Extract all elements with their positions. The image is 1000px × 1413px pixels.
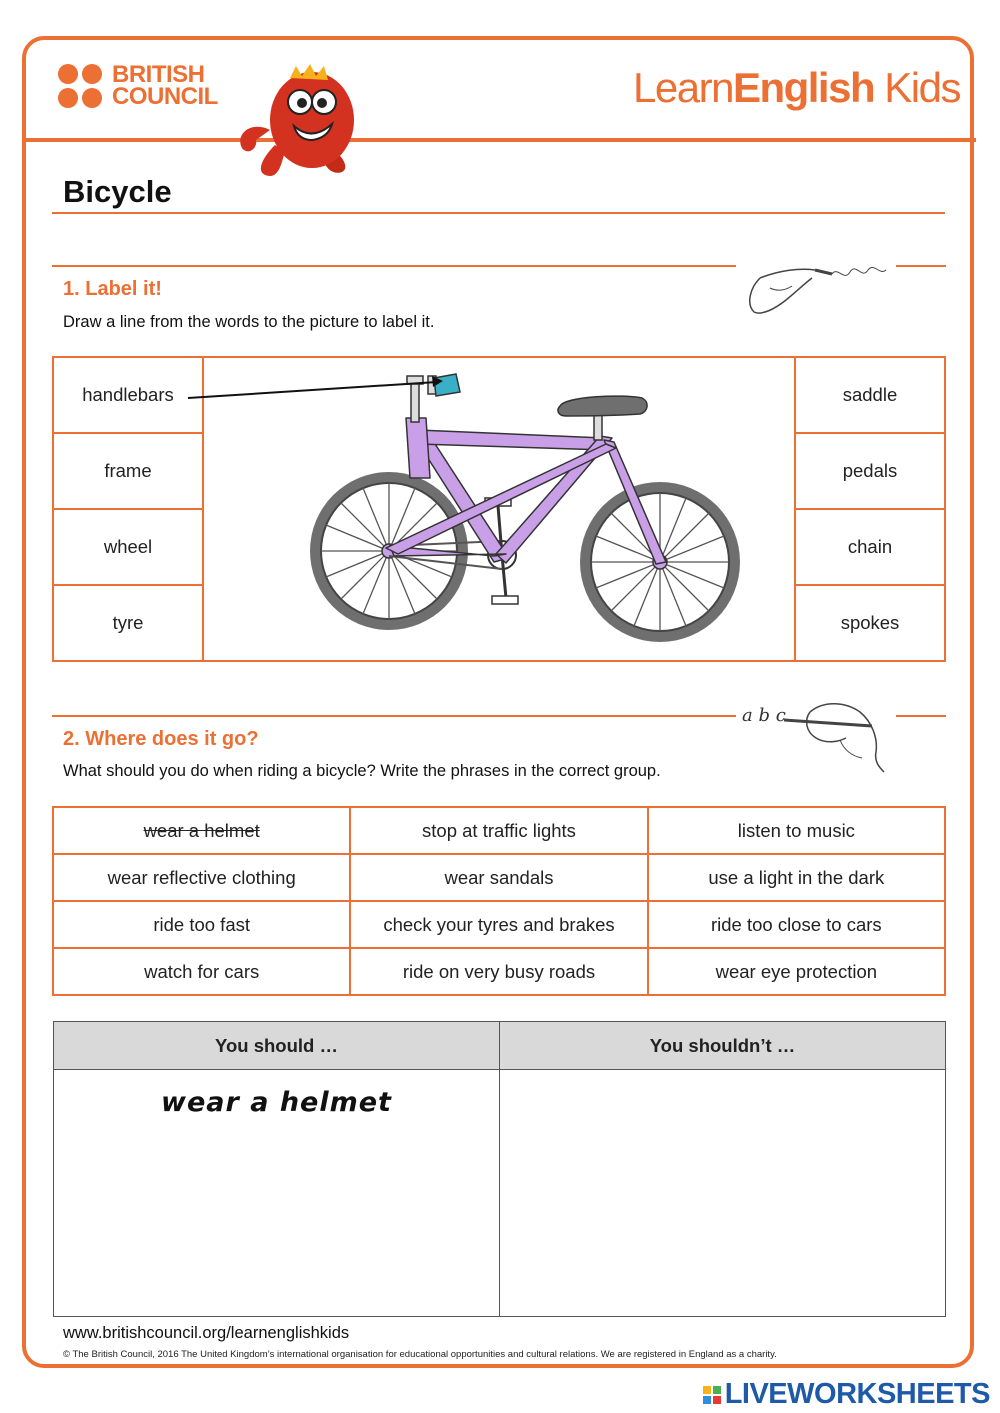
should-answer-text: wear a helmet <box>161 1087 392 1118</box>
label-word-saddle[interactable]: saddle <box>796 358 944 434</box>
title-underline <box>52 212 945 214</box>
section2-instruction: What should you do when riding a bicycle? Write the phrases in the correct group. <box>63 762 661 780</box>
brand-learn: Learn <box>633 64 733 111</box>
label-word-wheel[interactable]: wheel <box>54 510 202 586</box>
header-divider <box>24 138 976 142</box>
section1-heading: 1. Label it! <box>63 278 162 300</box>
british-council-logo <box>58 61 218 110</box>
liveworksheets-watermark <box>703 1378 990 1411</box>
phrase-cell[interactable]: use a light in the dark <box>648 854 945 901</box>
abc-letters: a b c <box>742 705 786 726</box>
phrase-cell[interactable]: ride too close to cars <box>648 901 945 948</box>
section1-rule-right <box>896 265 946 267</box>
phrase-row <box>53 901 945 948</box>
label-word-frame[interactable]: frame <box>54 434 202 510</box>
footer-url[interactable]: www.britishcouncil.org/learnenglishkids <box>63 1324 350 1342</box>
british-council-dots-icon <box>58 64 102 108</box>
phrase-table <box>52 806 946 996</box>
bicycle-illustration <box>204 358 796 660</box>
handlebar-grip <box>434 374 460 396</box>
phrase-cell[interactable]: wear a helmet <box>53 807 350 854</box>
liveworksheets-logo-icon <box>703 1386 721 1404</box>
phrase-cell[interactable]: wear reflective clothing <box>53 854 350 901</box>
brand-english: English <box>732 64 875 111</box>
left-label-column <box>54 358 204 660</box>
learnenglish-kids-logo <box>633 64 960 112</box>
pedal-lower <box>492 596 518 604</box>
label-grid <box>52 356 946 662</box>
label-word-chain[interactable]: chain <box>796 510 944 586</box>
footer-copyright: © The British Council, 2016 The United Kingdom’s international organisation for educational opportunities and cultural relations. We are registered in England as a charity. <box>63 1349 777 1360</box>
shouldnt-column-header: You shouldn’t … <box>500 1022 946 1070</box>
phrase-cell[interactable]: ride too fast <box>53 901 350 948</box>
label-word-tyre[interactable]: tyre <box>112 612 144 633</box>
sort-table <box>53 1021 946 1317</box>
label-word-handlebars[interactable]: handlebars <box>54 358 202 434</box>
monster-mascot-icon <box>230 60 365 180</box>
org-name-line1: BRITISH <box>112 61 205 88</box>
org-name-line2: COUNCIL <box>112 83 218 110</box>
phrase-cell[interactable]: watch for cars <box>53 948 350 995</box>
should-answer-area[interactable] <box>54 1070 500 1317</box>
label-word-spokes[interactable]: spokes <box>840 612 900 633</box>
section1-rule-left <box>52 265 736 267</box>
phrase-cell[interactable]: listen to music <box>648 807 945 854</box>
phrase-cell[interactable]: check your tyres and brakes <box>350 901 647 948</box>
section2-rule-left <box>52 715 736 717</box>
watermark-text: LIVEWORKSHEETS <box>724 1378 990 1410</box>
label-word-pedals[interactable]: pedals <box>796 434 944 510</box>
writing-hand-abc-icon <box>780 698 890 774</box>
writing-hand-icon <box>740 248 890 320</box>
phrase-cell[interactable]: wear sandals <box>350 854 647 901</box>
phrase-cell[interactable]: ride on very busy roads <box>350 948 647 995</box>
section1-instruction: Draw a line from the words to the picture to label it. <box>63 313 435 331</box>
phrase-row <box>53 807 945 854</box>
phrase-cell[interactable]: stop at traffic lights <box>350 807 647 854</box>
should-column-header: You should … <box>54 1022 500 1070</box>
shouldnt-answer-area[interactable] <box>500 1070 946 1317</box>
brand-kids: Kids <box>874 64 960 111</box>
phrase-row <box>53 854 945 901</box>
right-label-column <box>794 358 944 660</box>
section2-rule-right <box>896 715 946 717</box>
section2-heading: 2. Where does it go? <box>63 728 259 750</box>
saddle-seat <box>558 396 647 416</box>
phrase-cell[interactable]: wear eye protection <box>648 948 945 995</box>
page-title: Bicycle <box>63 174 172 209</box>
phrase-row <box>53 948 945 995</box>
